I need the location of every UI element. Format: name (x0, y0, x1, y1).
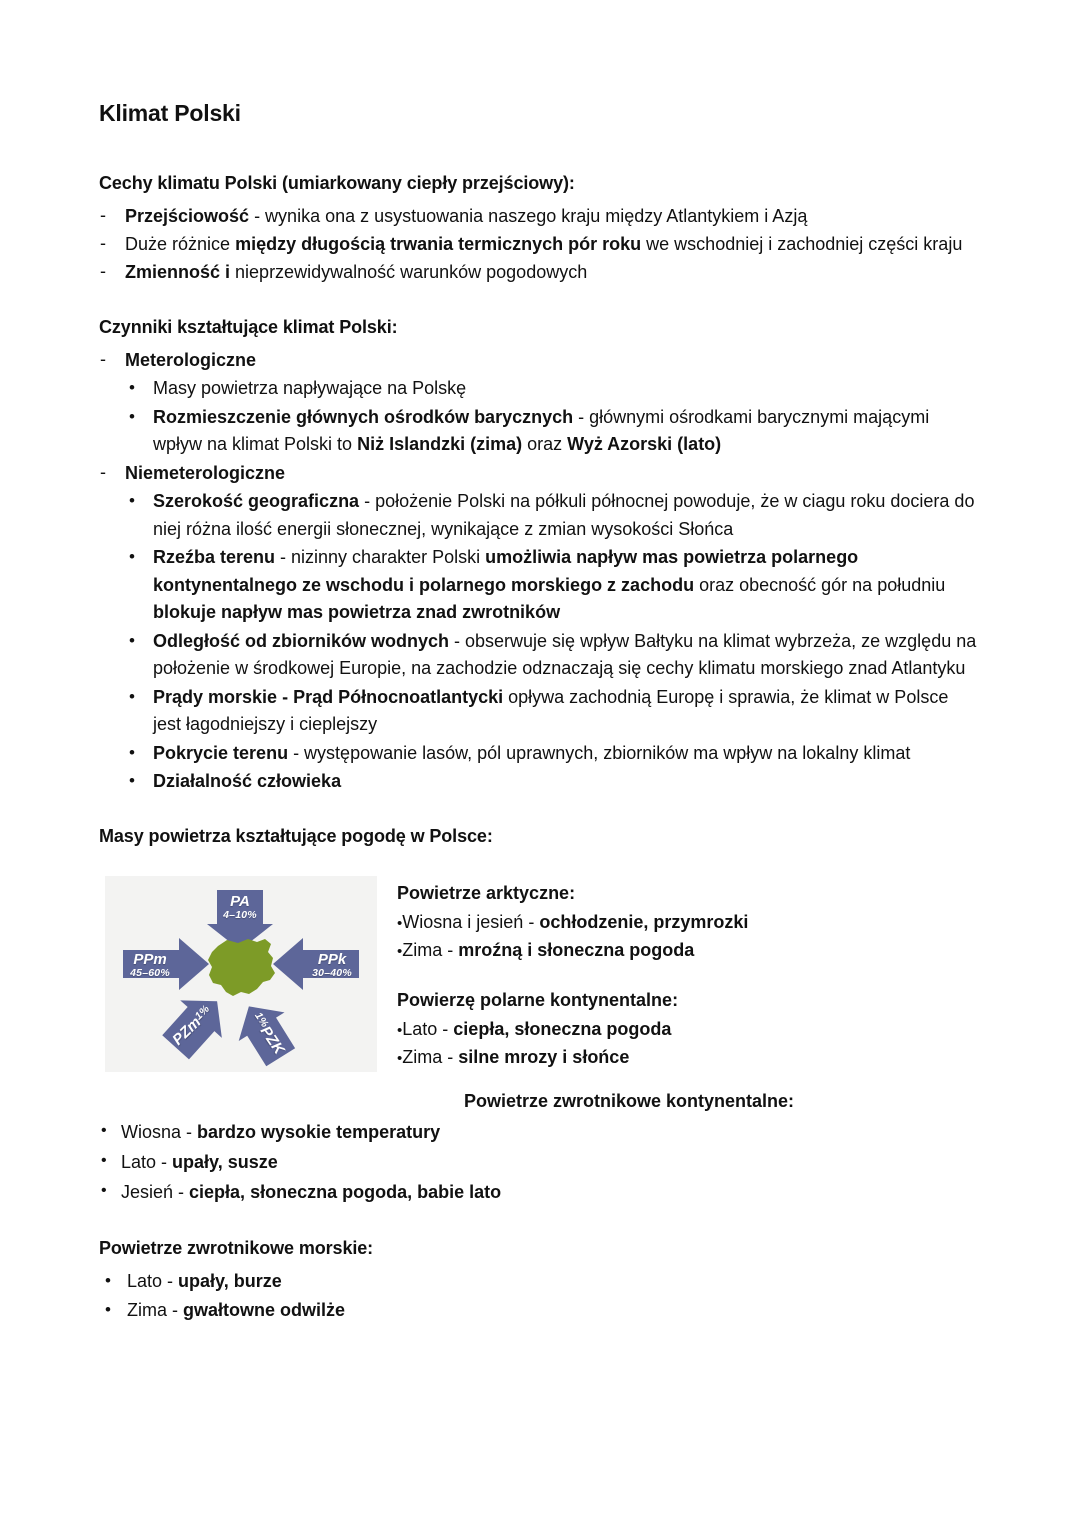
item-bold: Zmienność i (125, 262, 231, 283)
item-bold: upały, susze (172, 1151, 278, 1172)
dash-marker: - (100, 232, 106, 253)
list-item (125, 628, 979, 683)
list-item (397, 1016, 979, 1044)
item-bold: Przejściowość (125, 205, 250, 226)
bullet-marker: • (101, 1121, 107, 1139)
list-item (125, 544, 979, 627)
bullet-marker: • (129, 771, 135, 791)
list-czynniki-meteorologiczne (99, 347, 979, 374)
bullet-marker: • (397, 942, 403, 960)
list-item (99, 347, 979, 374)
item-text: Duże różnice (125, 233, 236, 254)
document-content (99, 100, 979, 1327)
list-item (125, 375, 979, 403)
item-bold: Rozmieszczenie głównych ośrodków barycznych (153, 406, 574, 427)
heading-polarne-kontynentalne: Powierzę polarne kontynentalne: (397, 989, 679, 1010)
item-bold: Pokrycie terenu (153, 742, 289, 763)
poland-air-masses-diagram (105, 876, 377, 1072)
bullet-marker: • (129, 742, 135, 762)
list-item (125, 768, 979, 796)
dash-marker: - (100, 348, 106, 369)
arrow-label-pa: PA 4–10% (223, 892, 257, 921)
item-bold: Odległość od zbiorników wodnych (153, 630, 450, 651)
item-text: we wschodniej i zachodniej części kraju (641, 233, 963, 254)
bullet-marker: • (105, 1300, 111, 1320)
item-text: Masy powietrza napływające na Polskę (153, 378, 467, 399)
dash-marker: - (100, 261, 106, 282)
item-text: oraz obecność gór na południu (694, 574, 946, 595)
list-item (99, 1297, 979, 1325)
item-text: - wynika ona z usystuowania naszego kraju między Atlantykiem i Azją (249, 205, 808, 226)
bullet-marker: • (397, 1049, 403, 1067)
sublist-niemeteorologiczne (99, 488, 979, 796)
item-bold: ciepła, słoneczna pogoda (453, 1018, 672, 1039)
item-bold: Działalność człowieka (153, 771, 342, 792)
list-item (125, 404, 979, 459)
item-bold: silne mrozy i słońce (458, 1046, 630, 1067)
arrow-label-ppm: PPm 45–60% (130, 950, 170, 979)
item-text: Jesień - (121, 1181, 190, 1202)
item-text: oraz (522, 434, 568, 455)
arrow-label-ppk: PPk 30–40% (312, 950, 352, 979)
list-item (397, 909, 979, 937)
item-text: - głównymi ośrodkami barycznymi mającymi wpływ na klimat Polski to (153, 406, 930, 455)
item-text: - występowanie lasów, pól uprawnych, zbiorników ma wpływ na lokalny klimat (288, 742, 911, 763)
bullet-marker: • (101, 1181, 107, 1199)
item-text: Zima - (402, 939, 459, 960)
list-cechy (99, 203, 979, 287)
item-text: opływa zachodnią Europę i sprawia, że klimat w Polsce jest łagodniejszy i cieplejszy (153, 686, 949, 735)
item-text: - położenie Polski na półkuli północnej powoduje, że w ciagu roku dociera do niej różna ilość energii słonecznej, wynikające z zmian wysokości Słońca (153, 490, 975, 539)
list-item (99, 1119, 979, 1147)
item-bold: ochłodzenie, przymrozki (539, 911, 749, 932)
item-bold: mroźną i słoneczna pogoda (458, 939, 695, 960)
heading-zwrotnikowe-kontynentalne: Powietrze zwrotnikowe kontynentalne: (463, 1090, 795, 1111)
bullet-marker: • (129, 630, 135, 650)
item-bold: gwałtowne odwilże (183, 1300, 346, 1321)
air-masses-block (99, 876, 979, 1072)
dash-marker: - (100, 204, 106, 225)
list-item (99, 460, 979, 487)
section-heading-czynniki: Czynniki kształtujące klimat Polski: (99, 316, 398, 337)
item-bold: ciepła, słoneczna pogoda, babie lato (189, 1181, 502, 1202)
poland-map-icon (208, 939, 275, 996)
list-item (397, 1044, 979, 1072)
item-text: Wiosna - (121, 1121, 198, 1142)
heading-zwrotnikowe-morskie: Powietrze zwrotnikowe morskie: (99, 1237, 374, 1258)
page-title: Klimat Polski (99, 100, 241, 126)
item-text: Lato - (402, 1018, 454, 1039)
item-text: - nizinny charakter Polski (275, 547, 486, 568)
item-text: Lato - (127, 1270, 179, 1291)
section-heading-masy: Masy powietrza kształtujące pogodę w Polsce: (99, 825, 493, 846)
bullet-marker: • (397, 1021, 403, 1039)
bullet-marker: • (129, 490, 135, 510)
item-text: - obserwuje się wpływ Bałtyku na klimat wybrzeża, ze względu na położenie w środkowej Europie, na zachodzie odznaczają się cechy klimatu morskiego znad Atlantyku (153, 630, 977, 679)
list-item (125, 740, 979, 768)
bullet-marker: • (397, 914, 403, 932)
item-text: Zima - (402, 1046, 459, 1067)
item-text: Wiosna i jesień - (402, 911, 540, 932)
list-item (125, 488, 979, 543)
item-bold: upały, burze (178, 1270, 282, 1291)
air-masses-descriptions (377, 876, 979, 1072)
list-item (99, 1149, 979, 1177)
bullet-marker: • (129, 406, 135, 426)
item-bold: Prądy morskie - Prąd Północnoatlantycki (153, 686, 504, 707)
list-czynniki-niemeteorologiczne (99, 460, 979, 487)
list-item (397, 937, 979, 965)
list-item (99, 1179, 979, 1207)
item-bold: umożliwia napływ mas powietrza polarnego kontynentalnego ze wschodu i polarnego morskiego z zachodu (153, 547, 859, 595)
item-bold: Meterologiczne (125, 349, 257, 370)
item-text: Lato - (121, 1151, 173, 1172)
list-item (99, 259, 979, 286)
list-zwrotnikowe-kontynentalne (99, 1119, 979, 1207)
list-zwrotnikowe-morskie (99, 1268, 979, 1326)
arrow-label-pzm: PZm1% (169, 1002, 213, 1049)
item-text: nieprzewidywalność warunków pogodowych (230, 262, 588, 283)
bullet-marker: • (101, 1151, 107, 1169)
list-item (99, 1268, 979, 1296)
item-bold: Niemeterologiczne (125, 462, 286, 483)
item-bold: między długością trwania termicznych pór roku (235, 233, 642, 254)
list-item (125, 684, 979, 739)
list-item (99, 203, 979, 230)
item-bold: blokuje napływ mas powietrza znad zwrotników (153, 602, 561, 623)
arrow-label-pzk: 1%PZK (252, 1010, 288, 1058)
bullet-marker: • (129, 686, 135, 706)
item-bold: Rzeźba terenu (153, 547, 276, 568)
item-text: Zima - (127, 1300, 183, 1321)
item-bold: bardzo wysokie temperatury (197, 1121, 441, 1142)
dash-marker: - (100, 461, 106, 482)
heading-arktyczne: Powietrze arktyczne: (397, 882, 576, 903)
item-bold: Niż Islandzki (zima) (357, 434, 523, 455)
item-bold: Szerokość geograficzna (153, 490, 360, 511)
sublist-meteorologiczne (99, 375, 979, 459)
bullet-marker: • (129, 378, 135, 398)
bullet-marker: • (105, 1270, 111, 1290)
bullet-marker: • (129, 547, 135, 567)
item-bold: Wyż Azorski (lato) (567, 434, 722, 455)
section-heading-cechy: Cechy klimatu Polski (umiarkowany ciepły przejściowy): (99, 172, 575, 193)
list-item (99, 231, 979, 258)
